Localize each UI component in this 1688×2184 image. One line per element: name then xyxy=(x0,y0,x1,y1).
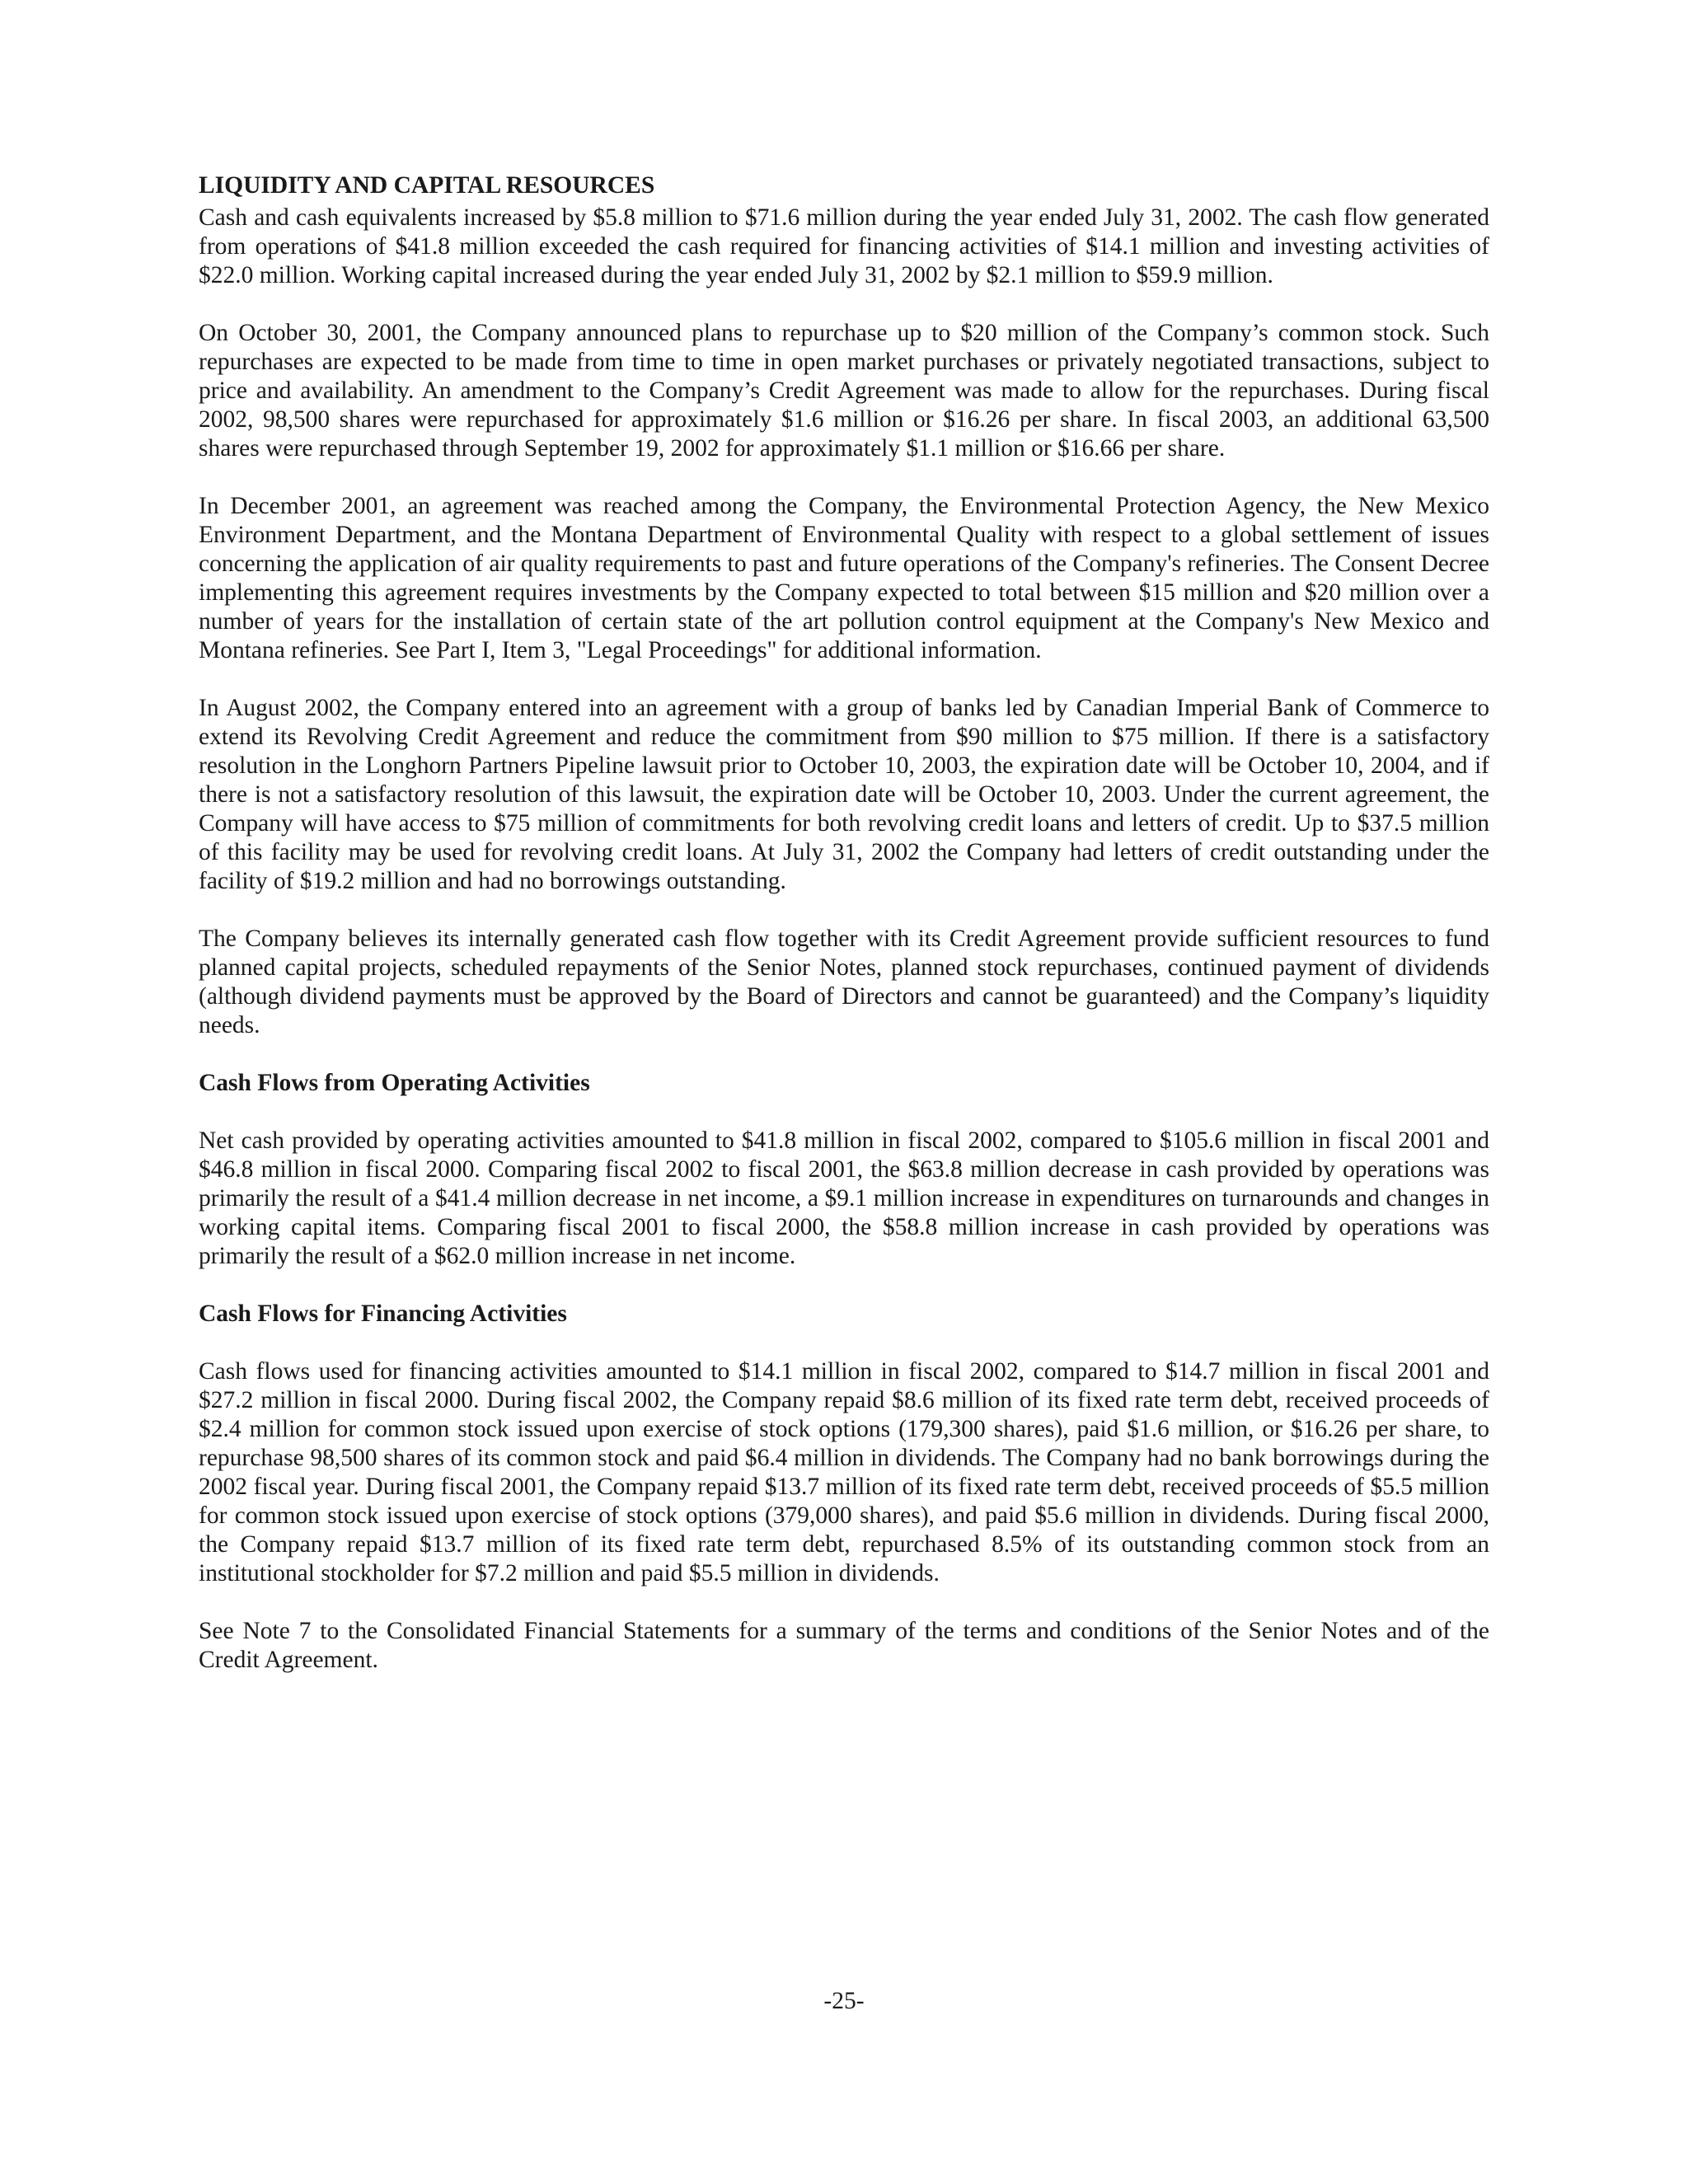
paragraph-liquidity-outlook: The Company believes its internally generated cash flow together with its Credit Agreement provide sufficient resources to fund planned capital projects, scheduled repayments of the Senior Notes, planned stock repurchases, continued payment of dividends (although dividend payments must be approved by the Board of Directors and cannot be guaranteed) and the Company’s liquidity needs. xyxy=(199,926,1489,1038)
paragraph-stock-repurchase: On October 30, 2001, the Company announced plans to repurchase up to $20 million of the Company’s common stock. Such repurchases are expected to be made from time to time in open market purchases or privately negotiated transactions, subject to price and availability. An amendment to the Company’s Credit Agreement was made to allow for the repurchases. During fiscal 2002, 98,500 shares were repurchased for approximately $1.6 million or $16.26 per share. In fiscal 2003, an additional 63,500 shares were repurchased through September 19, 2002 for approximately $1.1 million or $16.66 per share. xyxy=(199,320,1489,462)
paragraph-note-reference: See Note 7 to the Consolidated Financial Statements for a summary of the terms and conditions of the Senior Notes and of the Credit Agreement. xyxy=(199,1618,1489,1673)
paragraph-credit-agreement: In August 2002, the Company entered into an agreement with a group of banks led by Canadian Imperial Bank of Commerce to extend its Revolving Credit Agreement and reduce the commitment from $90 million to $75 million. If there is a satisfactory resolution in the Longhorn Partners Pipeline lawsuit prior to October 10, 2003, the expiration date will be October 10, 2004, and if there is not a satisfactory resolution of this lawsuit, the expiration date will be October 10, 2003. Under the current agreement, the Company will have access to $75 million of commitments for both revolving credit loans and letters of credit. Up to $37.5 million of this facility may be used for revolving credit loans. At July 31, 2002 the Company had letters of credit outstanding under the facility of $19.2 million and had no borrowings outstanding. xyxy=(199,695,1489,894)
financing-activities-heading: Cash Flows for Financing Activities xyxy=(199,1301,567,1327)
paragraph-consent-decree: In December 2001, an agreement was reached among the Company, the Environmental Protection Agency, the New Mexico Environment Department, and the Montana Department of Environmental Quality with respect to a global settlement of issues concerning the application of air quality requirements to past and future operations of the Company's refineries. The Consent Decree implementing this agreement requires investments by the Company expected to total between $15 million and $20 million over a number of years for the installation of certain state of the art pollution control equipment at the Company's New Mexico and Montana refineries. See Part I, Item 3, "Legal Proceedings" for additional information. xyxy=(199,493,1489,663)
page-number: -25- xyxy=(823,1988,865,2014)
paragraph-operating-activities: Net cash provided by operating activities amounted to $41.8 million in fiscal 2002, compared to $105.6 million in fiscal 2001 and $46.8 million in fiscal 2000. Comparing fiscal 2002 to fiscal 2001, the $63.8 million decrease in cash provided by operations was primarily the result of a $41.4 million decrease in net income, a $9.1 million increase in expenditures on turnarounds and changes in working capital items. Comparing fiscal 2001 to fiscal 2000, the $58.8 million increase in cash provided by operations was primarily the result of a $62.0 million increase in net income. xyxy=(199,1127,1489,1269)
document-page xyxy=(199,171,1489,1675)
operating-activities-heading: Cash Flows from Operating Activities xyxy=(199,1070,590,1096)
paragraph-financing-activities: Cash flows used for financing activities amounted to $14.1 million in fiscal 2002, compared to $14.7 million in fiscal 2001 and $27.2 million in fiscal 2000. During fiscal 2002, the Company repaid $8.6 million of its fixed rate term debt, received proceeds of $2.4 million for common stock issued upon exercise of stock options (179,300 shares), paid $1.6 million, or $16.26 per share, to repurchase 98,500 shares of its common stock and paid $6.4 million in dividends. The Company had no bank borrowings during the 2002 fiscal year. During fiscal 2001, the Company repaid $13.7 million of its fixed rate term debt, received proceeds of $5.5 million for common stock issued upon exercise of stock options (379,000 shares), and paid $5.6 million in dividends. During fiscal 2000, the Company repaid $13.7 million of its fixed rate term debt, repurchased 8.5% of its outstanding common stock from an institutional stockholder for $7.2 million and paid $5.5 million in dividends. xyxy=(199,1358,1489,1586)
section-title: LIQUIDITY AND CAPITAL RESOURCES xyxy=(199,172,655,199)
paragraph-cash-summary: Cash and cash equivalents increased by $5.8 million to $71.6 million during the year ended July 31, 2002. The cash flow generated from operations of $41.8 million exceeded the cash required for financing activities of $14.1 million and investing activities of $22.0 million. Working capital increased during the year ended July 31, 2002 by $2.1 million to $59.9 million. xyxy=(199,204,1489,288)
